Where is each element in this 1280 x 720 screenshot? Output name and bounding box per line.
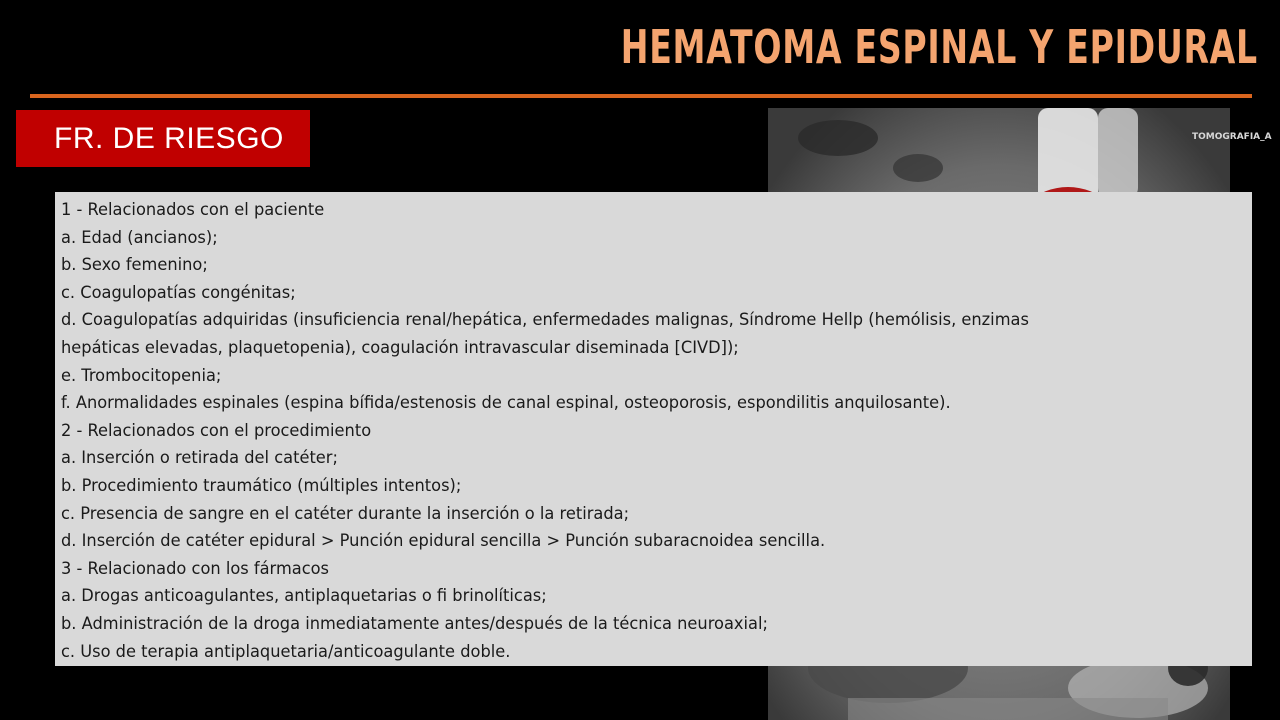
- list-item: e. Trombocitopenia;: [61, 365, 222, 386]
- list-item: 1 - Relacionados con el paciente: [61, 200, 325, 220]
- list-item: d. Inserción de catéter epidural > Punción epidural sencilla > Punción subaracnoidea sencilla.: [61, 531, 826, 552]
- list-item: a. Drogas anticoagulantes, antiplaquetarias o fi brinolíticas;: [61, 586, 547, 607]
- list-item: b. Sexo femenino;: [61, 255, 208, 276]
- risk-factors-badge-label: FR. DE RIESGO: [54, 121, 284, 155]
- ct-image-caption: TOMOGRAFIA_A: [1192, 132, 1272, 142]
- slide-title: HEMATOMA ESPINAL Y EPIDURAL: [620, 20, 1258, 74]
- list-item: a. Edad (ancianos);: [61, 227, 218, 248]
- list-item: c. Coagulopatías congénitas;: [61, 282, 296, 303]
- risk-factors-badge: [16, 110, 310, 167]
- list-item: c. Uso de terapia antiplaquetaria/anticoagulante doble.: [61, 641, 511, 662]
- risk-factors-list: [55, 192, 1252, 666]
- list-item: d. Coagulopatías adquiridas (insuficiencia renal/hepática, enfermedades malignas, Síndrome Hellp (hemólisis, enzimas: [61, 310, 1029, 331]
- list-item: a. Inserción o retirada del catéter;: [61, 448, 338, 469]
- list-item: b. Procedimiento traumático (múltiples intentos);: [61, 475, 462, 496]
- list-item: hepáticas elevadas, plaquetopenia), coagulación intravascular diseminada [CIVD]);: [61, 337, 739, 358]
- title-divider: [30, 94, 1252, 98]
- list-item: c. Presencia de sangre en el catéter durante la inserción o la retirada;: [61, 503, 630, 524]
- list-item: b. Administración de la droga inmediatamente antes/después de la técnica neuroaxial;: [61, 613, 768, 634]
- list-item: 2 - Relacionados con el procedimiento: [61, 420, 372, 441]
- list-item: 3 - Relacionado con los fármacos: [61, 558, 330, 579]
- list-item: f. Anormalidades espinales (espina bífida/estenosis de canal espinal, osteoporosis, espondilitis anquilosante).: [61, 393, 951, 414]
